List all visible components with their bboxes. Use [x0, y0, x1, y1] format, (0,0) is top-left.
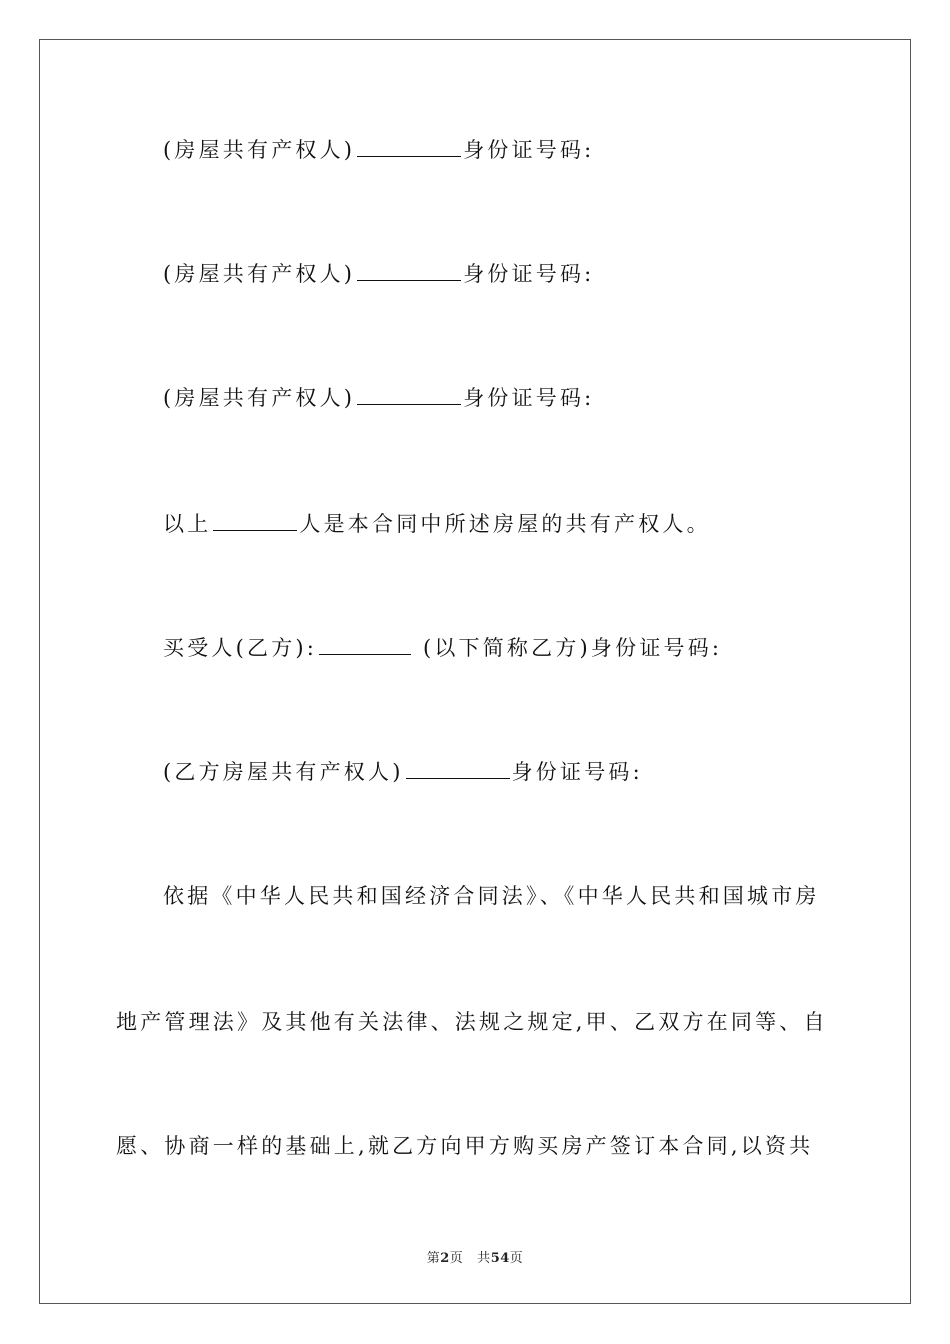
total-suffix: 页: [509, 1251, 524, 1266]
count-prefix: 以上: [163, 512, 212, 536]
page-footer: [0, 1247, 950, 1266]
page-number: 2: [440, 1251, 450, 1266]
blank-field: [319, 634, 411, 655]
buyer-co-owner-label: (乙方房屋共有产权人): [163, 760, 404, 784]
co-owner-line-1: [163, 136, 594, 164]
blank-field: [357, 260, 461, 281]
buyer-label: 买受人(乙方):: [163, 636, 318, 660]
count-suffix: 人是本合同中所述房屋的共有产权人。: [299, 512, 711, 536]
co-owner-label: (房屋共有产权人): [163, 386, 356, 410]
paragraph-line-1: 依据《中华人民共和国经济合同法》、《中华人民共和国城市房: [163, 884, 820, 908]
id-number-label: 身份证号码:: [463, 262, 595, 286]
blank-field: [357, 136, 461, 157]
co-owner-count-line: [163, 510, 711, 538]
page-prefix: 第: [426, 1251, 441, 1266]
co-owner-line-2: [163, 260, 594, 288]
paragraph-line-2: 地产管理法》及其他有关法律、法规之规定,甲、乙双方在同等、自: [116, 1010, 828, 1034]
buyer-line: [163, 634, 722, 662]
blank-field: [357, 384, 461, 405]
buyer-co-owner-line: [163, 758, 643, 786]
id-number-label: 身份证号码:: [511, 760, 643, 784]
buyer-id-label: (以下简称乙方)身份证号码:: [413, 636, 723, 660]
page-suffix: 页: [449, 1251, 464, 1266]
co-owner-label: (房屋共有产权人): [163, 262, 356, 286]
blank-field: [406, 758, 510, 779]
total-pages: 54: [490, 1251, 510, 1266]
id-number-label: 身份证号码:: [463, 138, 595, 162]
page-frame: [39, 39, 911, 1304]
blank-field: [213, 510, 297, 531]
id-number-label: 身份证号码:: [463, 386, 595, 410]
paragraph-line-3: 愿、协商一样的基础上,就乙方向甲方购买房产签订本合同,以资共: [116, 1134, 814, 1158]
total-prefix: 共: [477, 1251, 491, 1266]
co-owner-line-3: [163, 384, 594, 412]
co-owner-label: (房屋共有产权人): [163, 138, 356, 162]
